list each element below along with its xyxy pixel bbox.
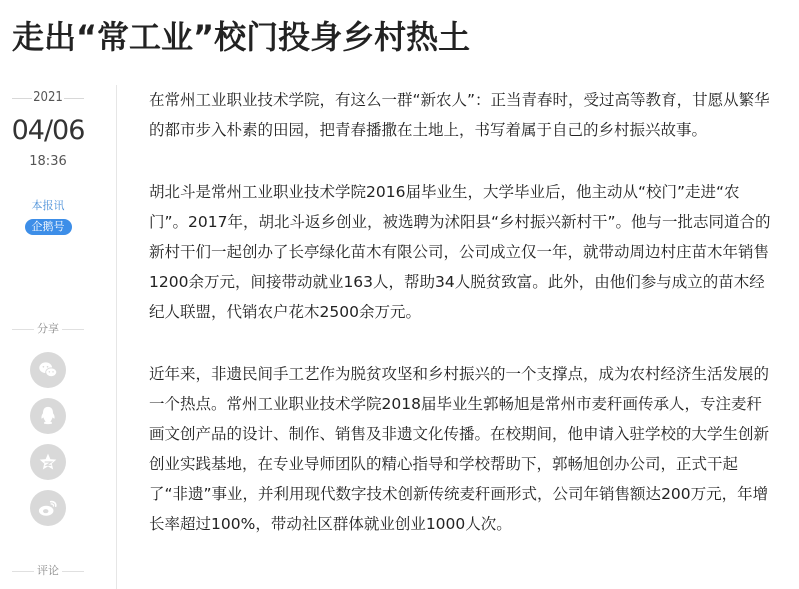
share-icons <box>30 352 66 536</box>
article-title: 走出“常工业”校门投身乡村热土 <box>12 18 471 56</box>
publish-year: 2021 <box>33 90 63 105</box>
divider <box>12 98 32 99</box>
article-body <box>149 85 777 571</box>
divider <box>64 98 84 99</box>
paragraph: 胡北斗是常州工业职业技术学院2016届毕业生，大学毕业后，他主动从“校门”走进“农门”。2017年，胡北斗返乡创业，被选聘为沭阳县“乡村振兴新村干”。他与一批志同道合的新村干们一起创办了长亭绿化苗木有限公司，公司成立仅一年，就带动周边村庄苗木年销售1200余万元，间接带动就业163人，帮助34人脱贫致富。此外，由他们参与成立的苗木经纪人联盟，代销农户花木2500余万元。 <box>149 183 771 321</box>
qq-share-button[interactable] <box>30 398 66 434</box>
qzone-share-button[interactable] <box>30 444 66 480</box>
wechat-share-button[interactable] <box>30 352 66 388</box>
divider <box>62 329 84 330</box>
qzone-icon <box>38 452 58 472</box>
divider <box>12 329 34 330</box>
paragraph: 在常州工业职业技术学院，有这么一群“新农人”：正当青春时，受过高等教育，甘愿从繁华的都市步入朴素的田园，把青春播撒在土地上，书写着属于自己的乡村振兴故事。 <box>149 91 770 139</box>
wechat-icon <box>37 359 59 381</box>
comment-label <box>0 562 96 580</box>
paragraph: 近年来，非遗民间手工艺作为脱贫攻坚和乡村振兴的一个支撑点，成为农村经济生活发展的一个热点。常州工业职业技术学院2018届毕业生郭畅旭是常州市麦秆画传承人，专注麦秆画文创产品的设计、制作、销售及非遗文化传播。在校期间，他申请入驻学校的大学生创新创业实践基地，在专业导师团队的精心指导和学校帮助下，郭畅旭创办公司，正式干起了“非遗”事业，并利用现代数字技术创新传统麦秆画形式，公司年销售额达200万元，年增长率超过100%，带动社区群体就业创业1000人次。 <box>149 365 770 533</box>
divider <box>12 571 34 572</box>
divider <box>62 571 84 572</box>
year-row <box>0 86 96 110</box>
article-content <box>116 85 799 589</box>
source-badge[interactable]: 企鹅号 <box>25 219 72 235</box>
qq-icon <box>38 405 58 427</box>
publish-time: 18:36 <box>29 154 67 169</box>
badge-wrap <box>0 215 96 235</box>
share-label <box>0 320 96 338</box>
weibo-icon <box>37 498 59 518</box>
weibo-share-button[interactable] <box>30 490 66 526</box>
article-meta <box>0 86 96 235</box>
publish-date: 04/06 <box>11 115 85 146</box>
source-label: 本报讯 <box>31 199 65 212</box>
comment-label-text: 评论 <box>37 564 59 577</box>
share-label-text: 分享 <box>37 322 59 335</box>
